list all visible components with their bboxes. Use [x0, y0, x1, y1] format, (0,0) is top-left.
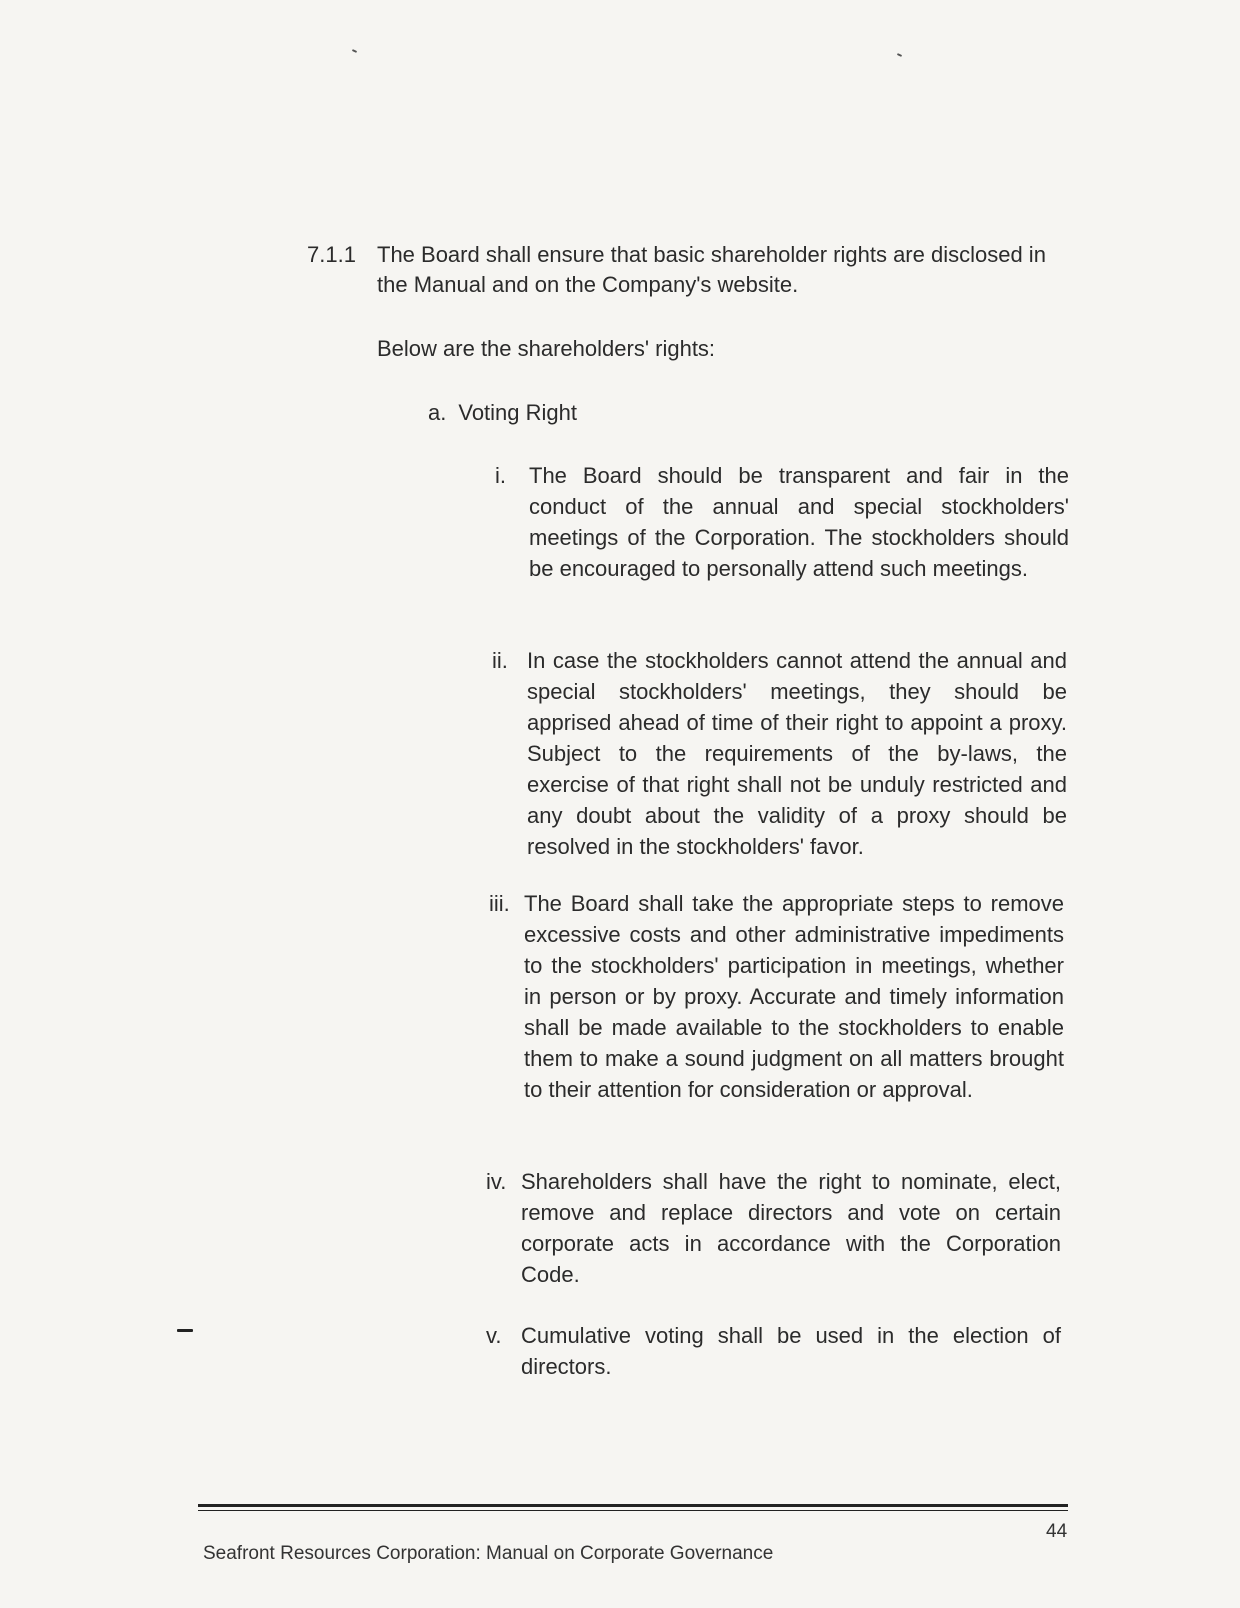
- subsection-heading: [428, 398, 577, 428]
- subsection-title: Voting Right: [458, 400, 577, 425]
- intro-text: Below are the shareholders' rights:: [377, 336, 716, 361]
- list-item-text: The Board should be transparent and fair in the conduct of the annual and special stockholders' meetings of the Corporation. The stockholders should be encouraged to personally attend such meetings.: [529, 463, 1069, 581]
- footer-text: Seafront Resources Corporation: Manual on Corporate Governance: [203, 1543, 774, 1564]
- list-item-number: iii.: [489, 891, 510, 916]
- section-text: The Board shall ensure that basic shareholder rights are disclosed in the Manual and on the Company's website.: [377, 242, 1046, 297]
- list-item-number: iv.: [486, 1169, 507, 1194]
- list-item-number: v.: [486, 1323, 502, 1348]
- list-item-text: Shareholders shall have the right to nominate, elect, remove and replace directors and vote on certain corporate acts in accordance with the Corporation Code.: [521, 1169, 1061, 1287]
- page-number: 44: [1046, 1521, 1068, 1542]
- list-item-text: Cumulative voting shall be used in the election of directors.: [521, 1323, 1061, 1379]
- list-item-text: The Board shall take the appropriate steps to remove excessive costs and other administrative impediments to the stockholders' participation in meetings, whether in person or by proxy. Accurate and timely information shall be made available to the stockholders to enable them to make a sound judgment on all matters brought to their attention for consideration or approval.: [524, 891, 1064, 1102]
- list-item-number: ii.: [492, 648, 508, 673]
- list-item-text: In case the stockholders cannot attend the annual and special stockholders' meetings, they should be apprised ahead of time of their right to appoint a proxy. Subject to the requirements of the by-laws, the exercise of that right shall not be unduly restricted and any doubt about the validity of a proxy should be resolved in the stockholders' favor.: [527, 648, 1067, 859]
- scan-speck: [177, 1329, 193, 1332]
- scan-speck: [897, 53, 902, 57]
- list-item-number: i.: [495, 463, 506, 488]
- footer-rule-thick: [198, 1504, 1068, 1507]
- subsection-label: a.: [428, 400, 447, 425]
- footer-rule-thin: [198, 1510, 1068, 1511]
- scan-speck: [352, 49, 357, 53]
- section-number: 7.1.1: [307, 242, 356, 267]
